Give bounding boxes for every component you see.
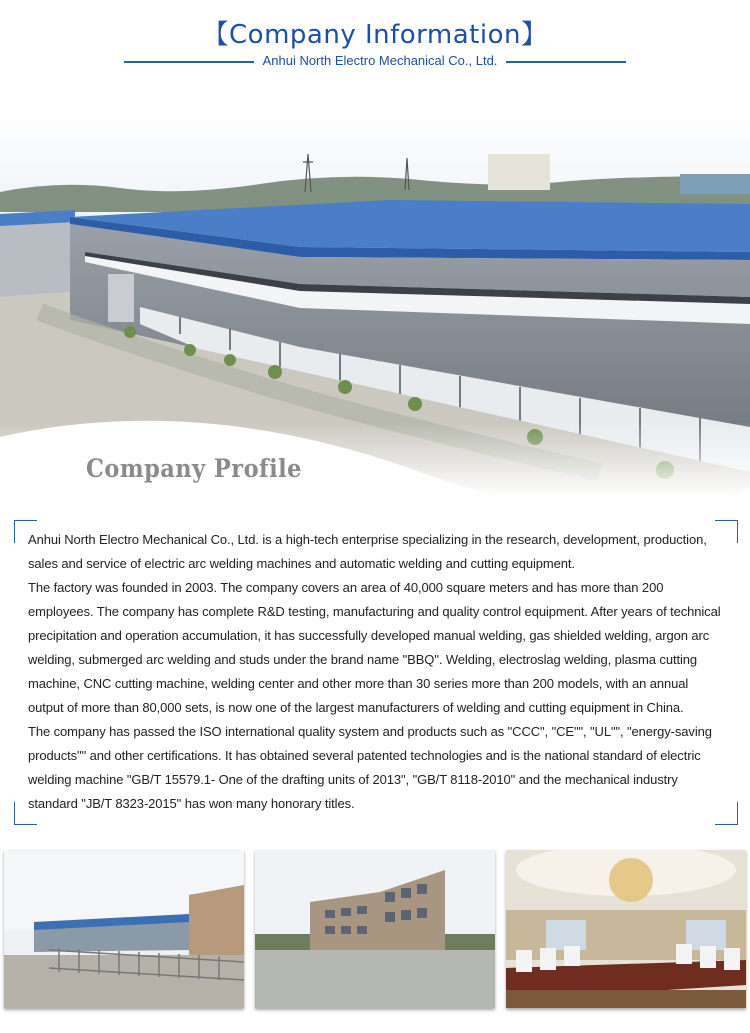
subtitle-divider-left: [124, 61, 254, 63]
profile-paragraph: Anhui North Electro Mechanical Co., Ltd. is a high-tech enterprise specializing in the research, development, production, sales and service of electric arc welding machines and automatic welding and cutting equipment.: [28, 532, 707, 571]
subtitle-divider-right: [506, 61, 626, 63]
photo-factory-gate: [4, 850, 244, 1008]
photo-meeting-room: [506, 850, 746, 1008]
factory-hero-image: [0, 92, 750, 497]
photo-office-building: [255, 850, 495, 1008]
company-profile-textbox: [14, 520, 738, 825]
profile-text: [28, 528, 724, 816]
profile-paragraph: The factory was founded in 2003. The company covers an area of 40,000 square meters and has more than 200 employees. The company has complete R&D testing, manufacturing and quality control equipment. After years of technical precipitation and operation accumulation, it has successfully developed manual welding, gas shielded welding, argon arc welding, submerged arc welding and studs under the brand name "BBQ". Welding, electroslag welding, plasma cutting machine, CNC cutting machine, welding center and other more than 30 series more than 200 models, with an annual output of more than 80,000 sets, is now one of the largest manufacturers of welding and cutting equipment in China.: [28, 580, 721, 715]
company-profile-heading: Company Profile: [86, 454, 302, 483]
company-name-subtitle: Anhui North Electro Mechanical Co., Ltd.: [262, 53, 498, 68]
photo-gallery: [4, 850, 746, 1010]
page-title: 【Company Information】: [202, 20, 548, 50]
subtitle-row: [124, 52, 626, 72]
profile-paragraph: The company has passed the ISO international quality system and products such as "CCC", "CE"", "UL"", "energy-saving products"" and other certifications. It has obtained several patented technologies and is the national standard of electric welding machine "GB/T 15579.1- One of the drafting units of 2013", "GB/T 8118-2010" and the mechanical industry standard "JB/T 8323-2015" has won many honorary titles.: [28, 724, 712, 811]
page-header: [0, 0, 750, 80]
